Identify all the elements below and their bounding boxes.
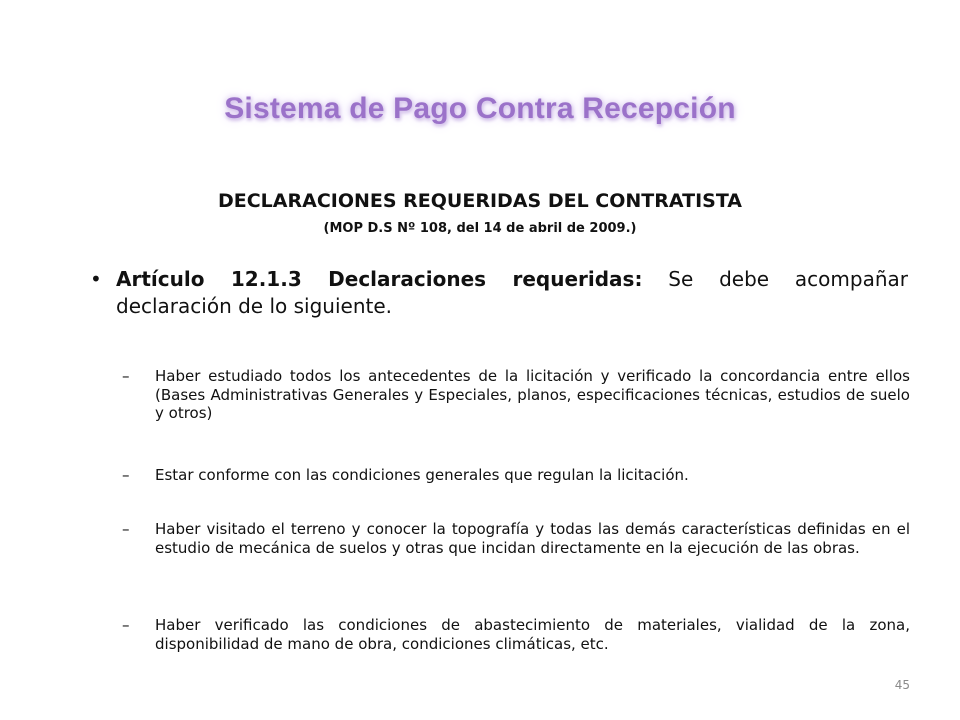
dash-marker: – [122,466,130,484]
sub-item-text: Estar conforme con las condiciones generales que regulan la licitación. [155,466,689,484]
dash-marker: – [122,616,130,634]
page-number: 45 [894,678,910,692]
section-heading: DECLARACIONES REQUERIDAS DEL CONTRATISTA [217,190,743,212]
sub-item-text: Haber visitado el terreno y conocer la topografía y todas las demás características definidas en el estudio de mecánica de suelos y otras que incidan directamente en la ejecución de las obras. [155,520,910,557]
dash-marker: – [122,520,130,538]
sub-item [122,520,910,557]
sub-item-text: Haber estudiado todos los antecedentes de la licitación y verificado la concordancia entre ellos (Bases Administrativas Generales y Especiales, planos, especificaciones técnicas, estudios de suelo y otros) [155,367,910,422]
main-bullet-body [116,266,908,320]
sub-item [122,466,910,485]
main-bullet-text: Se debe acompañar declaración de lo siguiente. [116,267,908,318]
dash-marker: – [122,367,130,385]
bullet-marker: • [90,267,102,291]
slide-title: Sistema de Pago Contra Recepción [224,92,736,125]
sub-item [122,616,910,653]
sub-item-text: Haber verificado las condiciones de abastecimiento de materiales, vialidad de la zona, disponibilidad de mano de obra, condiciones climáticas, etc. [155,616,910,653]
sub-item [122,367,910,423]
section-subheading: (MOP D.S Nº 108, del 14 de abril de 2009.) [323,221,637,236]
main-bullet [90,266,908,320]
main-bullet-lead: Artículo 12.1.3 Declaraciones requeridas: [116,267,643,291]
